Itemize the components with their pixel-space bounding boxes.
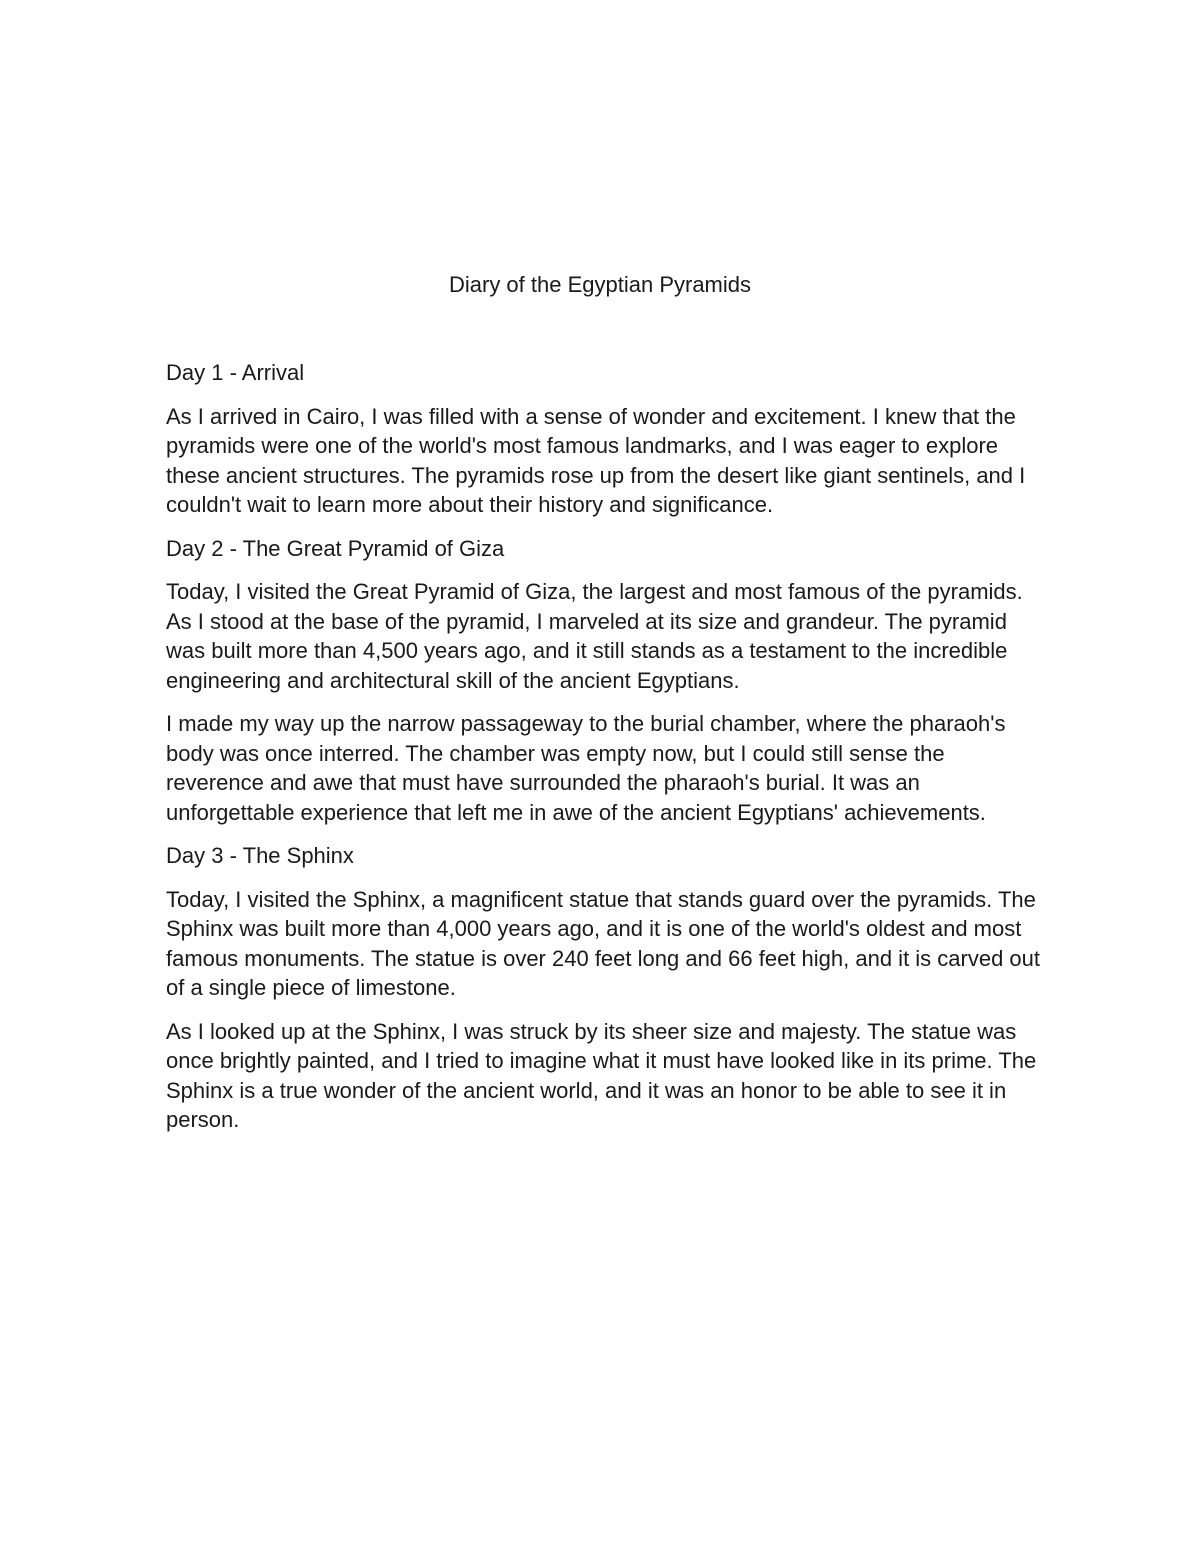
entry-paragraph: Today, I visited the Sphinx, a magnificent statue that stands guard over the pyramids. The Sphinx was built more than 4,000 years ago, and it is one of the world's oldest and most famous monuments. The statue is over 240 feet long and 66 feet high, and it is carved out of a single piece of limestone. — [166, 886, 1041, 1000]
entry-paragraph: I made my way up the narrow passageway to the burial chamber, where the pharaoh's body was once interred. The chamber was empty now, but I could still sense the reverence and awe that must have surrounded the pharaoh's burial. It was an unforgettable experience that left me in awe of the ancient Egyptians' achievements. — [166, 711, 1006, 825]
entry-heading: Day 2 - The Great Pyramid of Giza — [166, 535, 505, 561]
entry-paragraph: Today, I visited the Great Pyramid of Giza, the largest and most famous of the pyramids. As I stood at the base of the pyramid, I marveled at its size and grandeur. The pyramid was built more than 4,500 years ago, and it still stands as a testament to the incredible engineering and architectural skill of the ancient Egyptians. — [166, 579, 1023, 693]
document-body — [166, 358, 1046, 1149]
entry-paragraph: As I arrived in Cairo, I was filled with a sense of wonder and excitement. I knew that the pyramids were one of the world's most famous landmarks, and I was eager to explore these ancient structures. The pyramids rose up from the desert like giant sentinels, and I couldn't wait to learn more about their history and significance. — [166, 403, 1026, 517]
entry-paragraph: As I looked up at the Sphinx, I was struck by its sheer size and majesty. The statue was once brightly painted, and I tried to imagine what it must have looked like in its prime. The Sphinx is a true wonder of the ancient world, and it was an honor to be able to see it in person. — [166, 1018, 1037, 1132]
entry-heading: Day 1 - Arrival — [166, 360, 305, 385]
diary-entry-day-3 — [166, 841, 1046, 1135]
diary-entry-day-2 — [166, 534, 1046, 828]
diary-entry-day-1 — [166, 358, 1046, 520]
document-title: Diary of the Egyptian Pyramids — [448, 272, 752, 297]
entry-heading: Day 3 - The Sphinx — [166, 843, 354, 868]
